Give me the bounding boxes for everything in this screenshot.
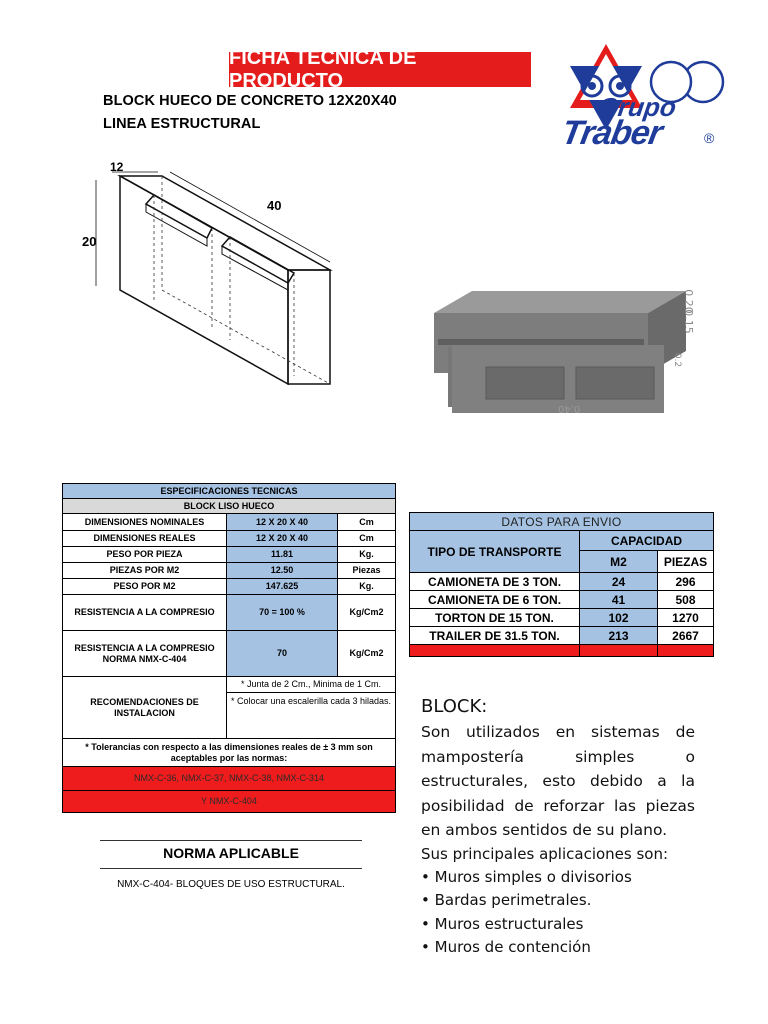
spec-label: PESO POR PIEZA — [63, 547, 227, 563]
table-row — [63, 631, 396, 677]
table-row — [63, 595, 396, 631]
table-row — [410, 627, 714, 645]
table-row — [410, 609, 714, 627]
table-row — [63, 563, 396, 579]
transport-cell: CAMIONETA DE 6 TON. — [410, 591, 580, 609]
pieces-cell: 2667 — [658, 627, 714, 645]
product-title: BLOCK HUECO DE CONCRETO 12X20X40 — [103, 93, 397, 109]
width-dimension-label: 12 — [110, 160, 124, 174]
shipping-table-title: DATOS PARA ENVIO — [410, 513, 714, 531]
spec-label: DIMENSIONES REALES — [63, 531, 227, 547]
specifications-table — [62, 483, 396, 813]
length-dimension-label: 40 — [267, 198, 282, 213]
spec-value: 70 = 100 % — [227, 595, 338, 631]
spec-table-title: ESPECIFICACIONES TECNICAS — [63, 484, 396, 499]
application-text: Muros estructurales — [434, 914, 584, 933]
transport-cell: TRAILER DE 31.5 TON. — [410, 627, 580, 645]
m2-header: M2 — [580, 551, 658, 573]
render-label-bottom: 0.40 — [558, 403, 581, 414]
table-row — [63, 677, 396, 693]
table-row — [63, 531, 396, 547]
spec-value: 12 X 20 X 40 — [227, 514, 338, 531]
spec-label: RESISTENCIA A LA COMPRESIO — [63, 595, 227, 631]
divider — [100, 840, 362, 841]
render-label-top: 0.20 — [681, 289, 695, 314]
transport-cell: CAMIONETA DE 3 TON. — [410, 573, 580, 591]
spec-unit: Kg/Cm2 — [338, 595, 396, 631]
spec-unit: Kg. — [338, 547, 396, 563]
pieces-cell: 296 — [658, 573, 714, 591]
capacity-header: CAPACIDAD — [580, 531, 714, 551]
description-title: BLOCK: — [421, 696, 488, 717]
product-line: LINEA ESTRUCTURAL — [103, 116, 261, 132]
description-paragraph: Son utilizados en sistemas de mampostería simples o estructurales, esto debido a la posibilidad de reforzar las piezas en ambos sentidos de su plano. — [421, 723, 695, 839]
norms-list-continued: Y NMX-C-404 — [63, 791, 396, 813]
spec-value: 11.81 — [227, 547, 338, 563]
application-text: Muros de contención — [434, 938, 591, 956]
install-note: * Colocar una escalerilla cada 3 hiladas. — [227, 693, 396, 739]
table-row — [63, 547, 396, 563]
spec-value: 70 — [227, 631, 338, 677]
transport-cell: TORTON DE 15 TON. — [410, 609, 580, 627]
spec-table-subtitle: BLOCK LISO HUECO — [63, 499, 396, 514]
install-note: * Junta de 2 Cm., Minima de 1 Cm. — [227, 677, 396, 693]
spec-label: DIMENSIONES NOMINALES — [63, 514, 227, 531]
norms-list: NMX-C-36, NMX-C-37, NMX-C-38, NMX-C-314 — [63, 767, 396, 791]
list-item: • Muros de contención — [421, 938, 591, 956]
pieces-cell: 508 — [658, 591, 714, 609]
m2-cell: 41 — [580, 591, 658, 609]
spec-label: PIEZAS POR M2 — [63, 563, 227, 579]
spec-label: PESO POR M2 — [63, 579, 227, 595]
m2-cell: 24 — [580, 573, 658, 591]
block-dimension-drawing — [62, 140, 362, 430]
table-row — [410, 573, 714, 591]
list-item: • Muros estructurales — [421, 914, 584, 933]
product-description — [421, 694, 695, 960]
list-item: • Bardas perimetrales. — [421, 891, 592, 909]
render-label-side: 0.15 — [681, 309, 695, 334]
application-text: Bardas perimetrales. — [434, 891, 592, 909]
applicable-norm-text: NMX-C-404- BLOQUES DE USO ESTRUCTURAL. — [117, 879, 345, 890]
registered-mark: ® — [704, 130, 715, 146]
spec-value: 12.50 — [227, 563, 338, 579]
spec-unit: Kg/Cm2 — [338, 631, 396, 677]
spec-unit: Cm — [338, 514, 396, 531]
spec-unit: Piezas — [338, 563, 396, 579]
table-row — [410, 591, 714, 609]
spec-value: 147.625 — [227, 579, 338, 595]
table-row — [63, 514, 396, 531]
logo-word-grupo: Grupo — [595, 92, 679, 122]
spec-label: RESISTENCIA A LA COMPRESIO NORMA NMX-C-404 — [63, 631, 227, 677]
table-footer-bar — [410, 645, 714, 657]
pieces-header: PIEZAS — [658, 551, 714, 573]
application-text: Muros simples o divisorios — [434, 867, 632, 886]
block-render-image — [428, 255, 708, 445]
height-dimension-label: 20 — [82, 234, 97, 249]
product-sheet-banner: FICHA TECNICA DE PRODUCTO — [229, 52, 531, 87]
pieces-cell: 1270 — [658, 609, 714, 627]
transport-type-header: TIPO DE TRANSPORTE — [410, 531, 580, 573]
applications-title: Sus principales aplicaciones son: — [421, 844, 669, 863]
spec-unit: Kg. — [338, 579, 396, 595]
grupo-traber-logo — [548, 40, 728, 150]
shipping-data-table — [409, 512, 714, 657]
m2-cell: 102 — [580, 609, 658, 627]
spec-value: 12 X 20 X 40 — [227, 531, 338, 547]
render-label-mid: 0.2 — [672, 352, 683, 368]
spec-unit: Cm — [338, 531, 396, 547]
table-row — [63, 579, 396, 595]
m2-cell: 213 — [580, 627, 658, 645]
logo-word-traber: Traber — [558, 114, 665, 152]
tolerance-note: * Tolerancias con respecto a las dimensiones reales de ± 3 mm son aceptables por las normas: — [63, 739, 396, 767]
install-recommendations-label: RECOMENDACIONES DE INSTALACION — [63, 677, 227, 739]
list-item: • Muros simples o divisorios — [421, 867, 632, 886]
applicable-norm-title: NORMA APLICABLE — [163, 845, 299, 861]
divider — [100, 868, 362, 869]
